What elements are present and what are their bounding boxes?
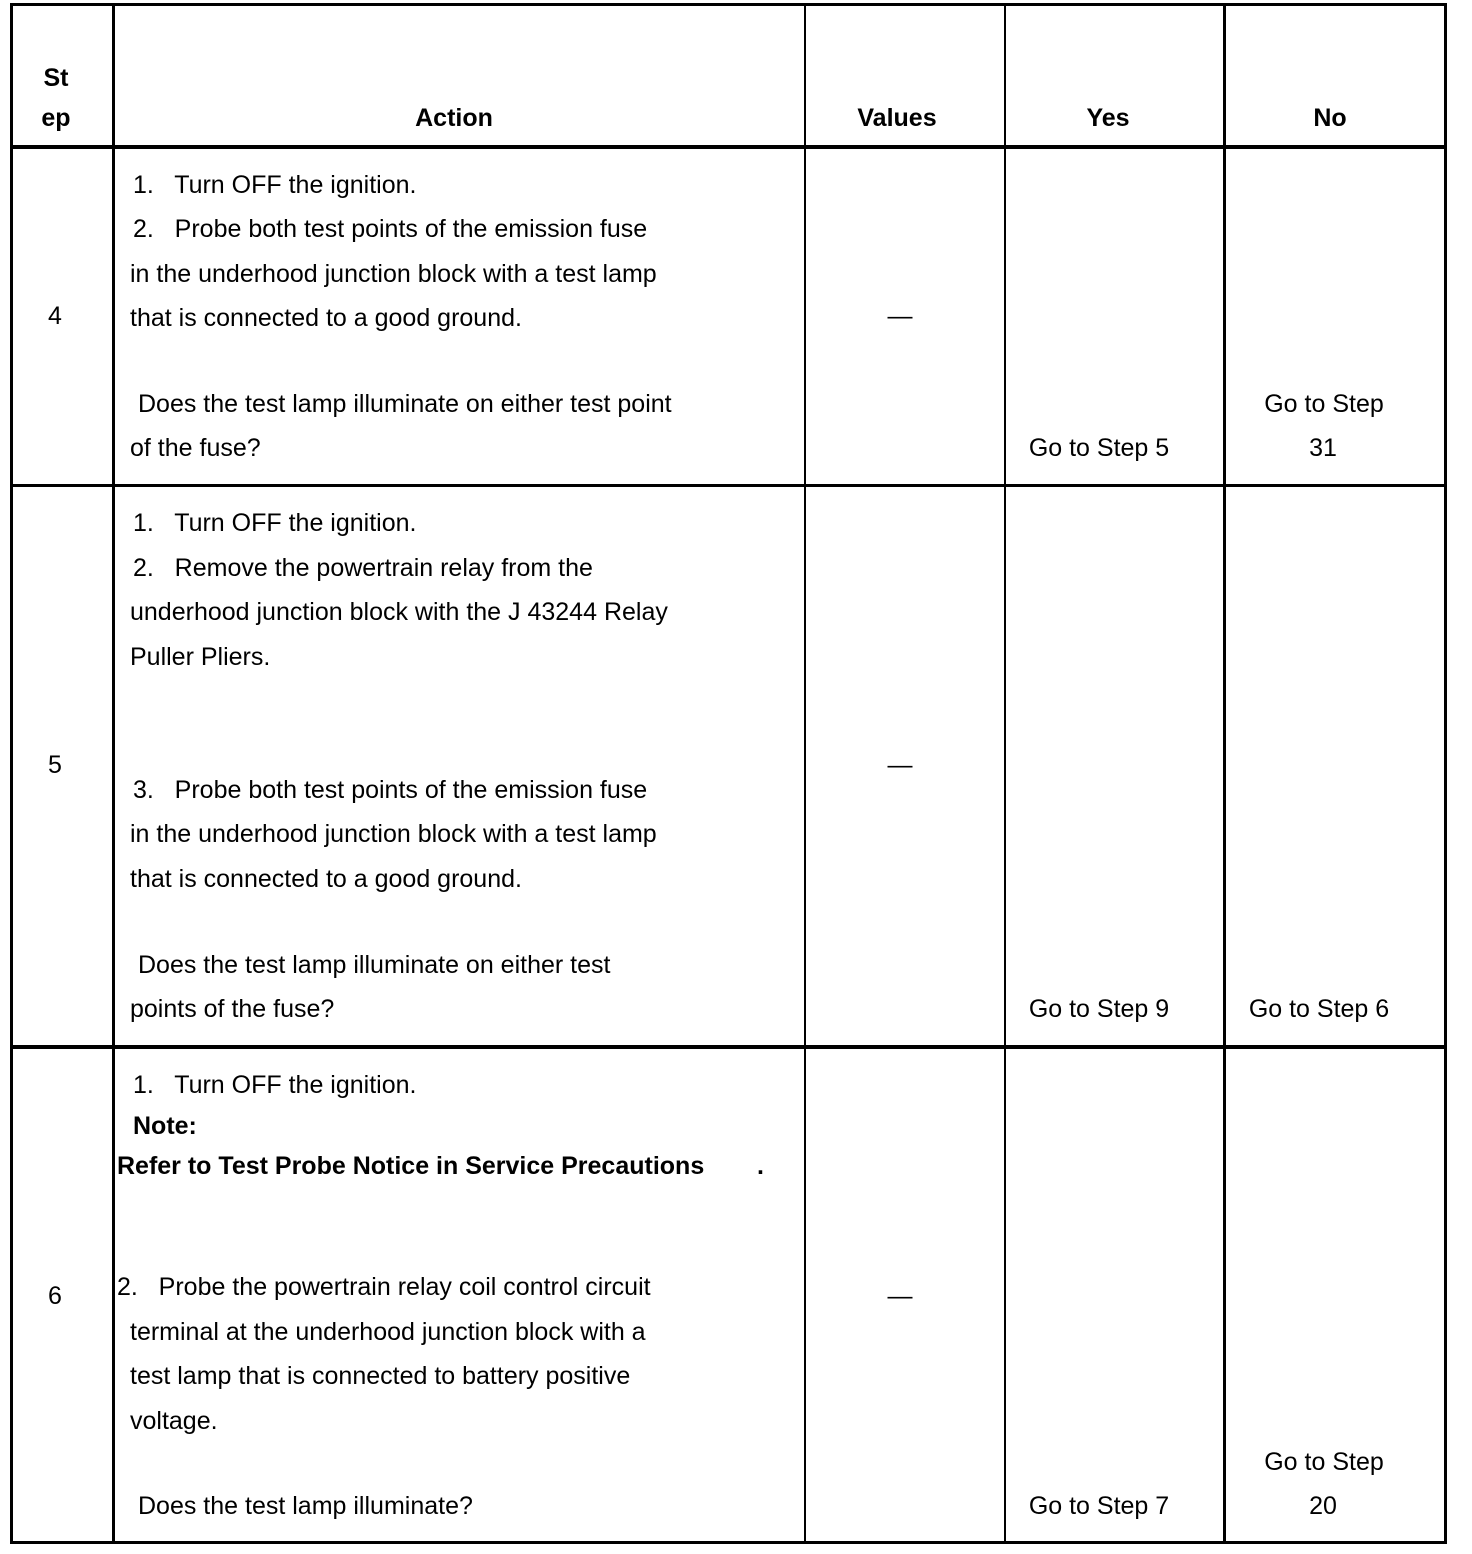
row-6-no-line1: Go to Step [1264,1448,1384,1476]
row-6-action-line: terminal at the underhood junction block with a [130,1318,646,1346]
header-no: No [1313,104,1347,132]
row-5-action-question: points of the fuse? [130,995,335,1023]
col-divider-step-action [112,3,115,1544]
row-4-action-line: in the underhood junction block with a test lamp [130,260,657,288]
row-4-step: 4 [48,302,62,330]
col-border-left [10,3,13,1544]
col-divider-yes-no [1223,3,1226,1544]
header-step-line2: ep [41,104,71,132]
col-divider-values-yes [1004,3,1006,1544]
row-6-note-text: Refer to Test Probe Notice in Service Precautions [117,1152,705,1180]
row-5-action-question: Does the test lamp illuminate on either test [138,951,611,979]
row-5-action-line: 3. Probe both test points of the emission fuse [133,776,648,804]
row-6-action-line: 1. Turn OFF the ignition. [133,1071,417,1099]
row-6-action-question: Does the test lamp illuminate? [138,1492,473,1520]
row-4-yes: Go to Step 5 [1028,434,1170,462]
row-5-action-line: in the underhood junction block with a test lamp [130,820,657,848]
header-action: Action [415,104,493,132]
row-5-action-line: 2. Remove the powertrain relay from the [133,554,593,582]
row-6-note-period: . [757,1152,764,1180]
row-5-value: — [887,751,913,779]
table-border-bottom [10,1541,1447,1544]
header-divider [10,145,1447,149]
table-border-top [10,3,1447,6]
row-6-note-label: Note: [133,1112,197,1140]
row-4-no-line1: Go to Step [1264,390,1384,418]
col-border-right [1444,3,1447,1544]
row-6-action-line: 2. Probe the powertrain relay coil control circuit [117,1273,651,1301]
row-4-action-line: 1. Turn OFF the ignition. [133,171,417,199]
header-values: Values [857,104,937,132]
row-4-action-question: Does the test lamp illuminate on either test point [138,390,672,418]
row-6-action-line: test lamp that is connected to battery positive [130,1362,631,1390]
row-5-action-line: Puller Pliers. [130,643,271,671]
row-4-no-line2: 31 [1309,434,1337,462]
row-4-action-question: of the fuse? [130,434,261,462]
row-6-step: 6 [48,1282,62,1310]
row-6-value: — [887,1282,913,1310]
row-5-step: 5 [48,751,62,779]
row-6-no-line2: 20 [1309,1492,1337,1520]
header-step-line1: St [43,64,69,92]
row-5-action-line: that is connected to a good ground. [130,865,522,893]
header-yes: Yes [1086,104,1130,132]
col-divider-action-values [804,3,806,1544]
row-4-action-line: 2. Probe both test points of the emission fuse [133,215,648,243]
row-divider-5-6 [10,1045,1447,1049]
row-5-yes: Go to Step 9 [1028,995,1170,1023]
row-divider-4-5 [10,484,1447,487]
row-5-no: Go to Step 6 [1248,995,1390,1023]
row-5-action-line: 1. Turn OFF the ignition. [133,509,417,537]
row-4-value: — [887,302,913,330]
row-4-action-line: that is connected to a good ground. [130,304,522,332]
row-6-yes: Go to Step 7 [1028,1492,1170,1520]
row-5-action-line: underhood junction block with the J 43244 Relay [130,598,668,626]
row-6-action-line: voltage. [130,1407,218,1435]
